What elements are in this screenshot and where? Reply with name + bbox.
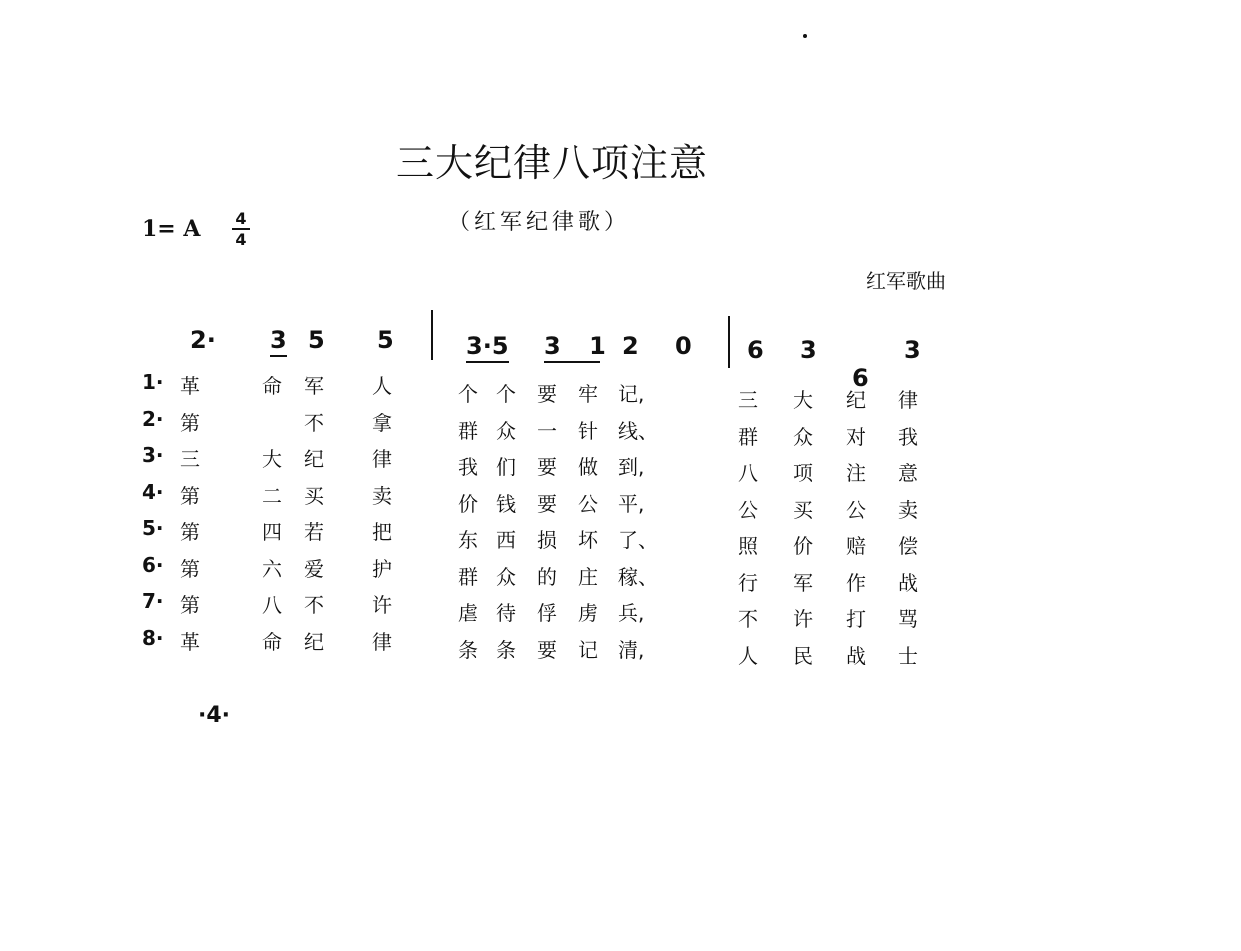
lyric-char: 条: [458, 637, 478, 662]
lyric-char: 群: [458, 418, 478, 443]
lyric-char: 意: [898, 461, 918, 485]
lyric-char: 拿: [372, 410, 392, 435]
note-group: [544, 332, 606, 363]
lyric-char: 注: [846, 461, 866, 485]
lyric-char: 众: [496, 418, 516, 443]
lyric-char: 士: [898, 643, 918, 668]
lyric-char: 公: [738, 497, 758, 522]
verse-number: 8·: [142, 625, 164, 650]
lyric-char: 要: [537, 491, 557, 516]
note: 0: [675, 332, 692, 360]
verse-number: 6·: [142, 552, 164, 577]
lyric-char: 六: [262, 556, 282, 581]
lyric-char: 八: [262, 593, 282, 617]
lyric-char: 大: [262, 447, 282, 471]
lyric-char: 个: [496, 382, 516, 406]
note: 3: [270, 326, 287, 357]
lyric-char: 人: [372, 374, 392, 398]
lyric-char: 记: [578, 637, 598, 662]
lyric-char: 不: [304, 410, 324, 435]
lyric-char: 护: [372, 556, 392, 581]
lyric-char: 价: [458, 491, 478, 516]
lyric-char: 大: [793, 388, 813, 412]
lyric-char: 纪: [304, 447, 324, 471]
ink-speck: [803, 34, 807, 38]
lyric-char: 偿: [898, 534, 918, 558]
verse-number: 1·: [142, 370, 164, 394]
verse-number: 2·: [142, 406, 164, 431]
lyric-char: 不: [738, 607, 758, 631]
lyric-char: 坏: [578, 528, 598, 552]
lyric-char: 战: [898, 570, 918, 595]
lyric-char: 第: [180, 520, 200, 544]
song-subtitle: （红军纪律歌）: [448, 210, 631, 235]
note: 3: [544, 332, 561, 360]
lyric-char: 买: [304, 483, 324, 508]
note-low: 6: [852, 364, 1241, 392]
lyric-char: 群: [738, 424, 758, 449]
lyric-char: 我: [458, 455, 478, 479]
lyric-char: 律: [372, 447, 392, 471]
lyric-char: 一: [537, 418, 557, 443]
lyric-char: 若: [304, 520, 324, 544]
lyric-char: 命: [262, 629, 282, 654]
lyric-char: 西: [496, 528, 516, 552]
note: 3: [800, 336, 817, 364]
lyric-char: 照: [738, 534, 758, 558]
lyric-char: 军: [304, 374, 324, 398]
lyric-char: 到,: [618, 455, 645, 479]
note: 3: [904, 336, 921, 364]
lyric-char: 人: [738, 643, 758, 668]
lyric-char: 爱: [304, 556, 324, 581]
lyric-char: 第: [180, 483, 200, 508]
note-low: 6: [747, 336, 1241, 364]
lyric-char: 二: [262, 483, 282, 508]
note: 5: [308, 326, 325, 354]
lyric-char: 做: [578, 455, 598, 479]
lyric-char: 赔: [846, 534, 866, 558]
lyric-char: 我: [898, 424, 918, 449]
lyric-char: 损: [537, 528, 557, 552]
lyric-char: 律: [372, 629, 392, 654]
key-signature: 1= A: [142, 216, 201, 242]
lyric-char: 的: [537, 564, 557, 589]
lyric-char: 牢: [578, 382, 598, 406]
verse-number: 7·: [142, 589, 164, 613]
composer-credit: 红军歌曲: [866, 269, 946, 293]
verse-number: 4·: [142, 479, 164, 504]
lyric-char: 要: [537, 455, 557, 479]
lyric-char: 项: [793, 461, 813, 485]
verse-number: 5·: [142, 516, 164, 540]
lyric-char: 东: [458, 528, 478, 552]
note: 3·5: [466, 332, 509, 363]
barline: [728, 316, 730, 368]
lyric-char: 公: [578, 491, 598, 516]
lyric-char: 针: [578, 418, 598, 443]
page-number: ·4·: [198, 703, 231, 728]
lyric-char: 稼、: [618, 564, 658, 589]
lyric-char: 们: [496, 455, 516, 479]
lyric-char: 战: [846, 643, 866, 668]
barline: [431, 310, 433, 360]
lyric-char: 八: [738, 461, 758, 485]
lyric-char: 四: [262, 520, 282, 544]
time-signature-bottom: 4: [235, 230, 247, 249]
lyric-char: 作: [846, 570, 866, 595]
lyric-char: 打: [846, 607, 866, 631]
lyric-char: 虐: [458, 601, 478, 625]
lyric-char: 纪: [304, 629, 324, 654]
lyric-char: 第: [180, 593, 200, 617]
time-signature-top: 4: [235, 209, 247, 228]
lyric-char: 第: [180, 410, 200, 435]
lyric-char: 要: [537, 637, 557, 662]
note: 2·: [190, 326, 216, 354]
lyric-char: 骂: [898, 607, 918, 631]
lyric-char: 三: [180, 447, 200, 471]
lyric-char: 卖: [898, 497, 918, 522]
lyric-char: 线、: [618, 418, 658, 443]
lyric-char: 第: [180, 556, 200, 581]
note: 2: [622, 332, 639, 360]
lyric-char: 律: [898, 388, 918, 412]
lyric-char: 兵,: [618, 601, 645, 625]
lyric-char: 庄: [578, 564, 598, 589]
lyric-char: 公: [846, 497, 866, 522]
lyric-char: 革: [180, 374, 200, 398]
lyric-char: 许: [372, 593, 392, 617]
lyric-char: 许: [793, 607, 813, 631]
lyric-char: 待: [496, 601, 516, 625]
lyric-char: 个: [458, 382, 478, 406]
lyric-char: 虏: [578, 601, 598, 625]
lyric-char: 清,: [618, 637, 645, 662]
lyric-char: 平,: [618, 491, 645, 516]
lyric-char: 革: [180, 629, 200, 654]
lyric-char: 对: [846, 424, 866, 449]
lyric-char: 军: [793, 570, 813, 595]
lyric-char: 民: [793, 643, 813, 668]
lyric-char: 俘: [537, 601, 557, 625]
time-signature: [230, 210, 252, 248]
lyric-char: 群: [458, 564, 478, 589]
lyric-char: 卖: [372, 483, 392, 508]
verse-number: 3·: [142, 443, 164, 467]
note: 1: [589, 332, 606, 360]
lyric-char: 不: [304, 593, 324, 617]
lyric-char: 条: [496, 637, 516, 662]
lyric-char: 众: [496, 564, 516, 589]
lyric-char: 把: [372, 520, 392, 544]
lyric-char: 要: [537, 382, 557, 406]
lyric-char: 纪: [846, 388, 866, 412]
lyric-char: 记,: [618, 382, 645, 406]
lyric-char: 行: [738, 570, 758, 595]
lyric-char: 了、: [618, 528, 658, 552]
song-title: 三大纪律八项注意: [396, 141, 709, 185]
lyric-char: 钱: [496, 491, 516, 516]
lyric-char: 买: [793, 497, 813, 522]
lyric-char: 价: [793, 534, 813, 558]
lyric-char: 命: [262, 374, 282, 398]
note: 5: [377, 326, 394, 354]
lyric-char: 三: [738, 388, 758, 412]
lyric-char: 众: [793, 424, 813, 449]
